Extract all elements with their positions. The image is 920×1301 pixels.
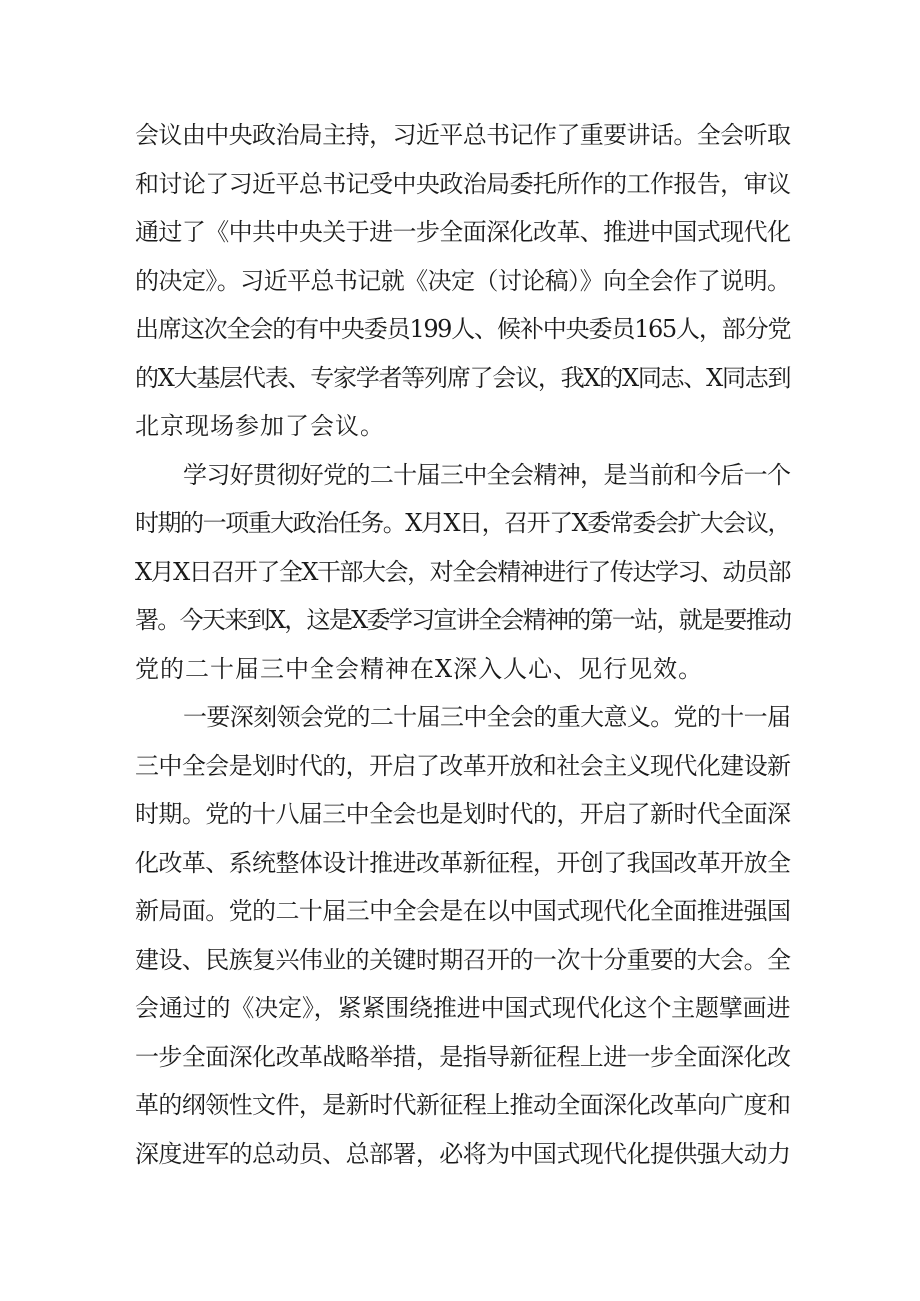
text-line: 化改革、系统整体设计推进改革新征程，开创了我国改革开放全 <box>135 848 790 877</box>
text-line: 通过了《中共中央关于进一步全面深化改革、推进中国式现代化 <box>135 218 790 246</box>
text-line: X月X日召开了全X干部大会，对全会精神进行了传达学习、动员部 <box>135 557 790 586</box>
text-line: 会通过的《决定》，紧紧围绕推进中国式现代化这个主题擘画进 <box>135 994 790 1022</box>
text-line: 深度进军的总动员、总部署，必将为中国式现代化提供强大动力 <box>135 1139 790 1168</box>
text-line: 一要深刻领会党的二十届三中全会的重大意义。党的十一届 <box>183 703 790 731</box>
paragraph-study-task <box>135 451 790 694</box>
text-line: 党的二十届三中全会精神在X深入人心、见行见效。 <box>135 654 704 683</box>
text-line: 建设、民族复兴伟业的关键时期召开的一次十分重要的大会。全 <box>135 945 790 974</box>
text-line: 学习好贯彻好党的二十届三中全会精神，是当前和今后一个 <box>183 460 790 489</box>
text-line: 北京现场参加了会议。 <box>135 412 385 440</box>
text-line: 一步全面深化改革战略举措，是指导新征程上进一步全面深化改 <box>135 1042 790 1071</box>
text-line: 新局面。党的二十届三中全会是在以中国式现代化全面推进强国 <box>135 897 790 925</box>
text-line: 会议由中央政治局主持，习近平总书记作了重要讲话。全会听取 <box>135 121 790 149</box>
text-line: 的X大基层代表、专家学者等列席了会议，我X的X同志、X同志到 <box>135 363 790 392</box>
paragraph-meeting-summary <box>135 111 790 451</box>
text-line: 和讨论了习近平总书记受中央政治局委托所作的工作报告，审议 <box>135 169 790 198</box>
text-line: 时期。党的十八届三中全会也是划时代的，开启了新时代全面深 <box>135 800 790 828</box>
text-line: 的决定》。习近平总书记就《决定（讨论稿）》向全会作了说明。 <box>135 266 790 295</box>
text-line: 出席这次全会的有中央委员199人、候补中央委员165人，部分党 <box>135 315 790 343</box>
document-body <box>135 111 790 1178</box>
text-line: 三中全会是划时代的，开启了改革开放和社会主义现代化建设新 <box>135 751 790 780</box>
paragraph-significance <box>135 693 790 1178</box>
text-line: 时期的一项重大政治任务。X月X日，召开了X委常委会扩大会议， <box>135 509 790 537</box>
text-line: 革的纲领性文件，是新时代新征程上推动全面深化改革向广度和 <box>135 1091 790 1119</box>
text-line: 署。今天来到X，这是X委学习宣讲全会精神的第一站，就是要推动 <box>135 606 790 634</box>
